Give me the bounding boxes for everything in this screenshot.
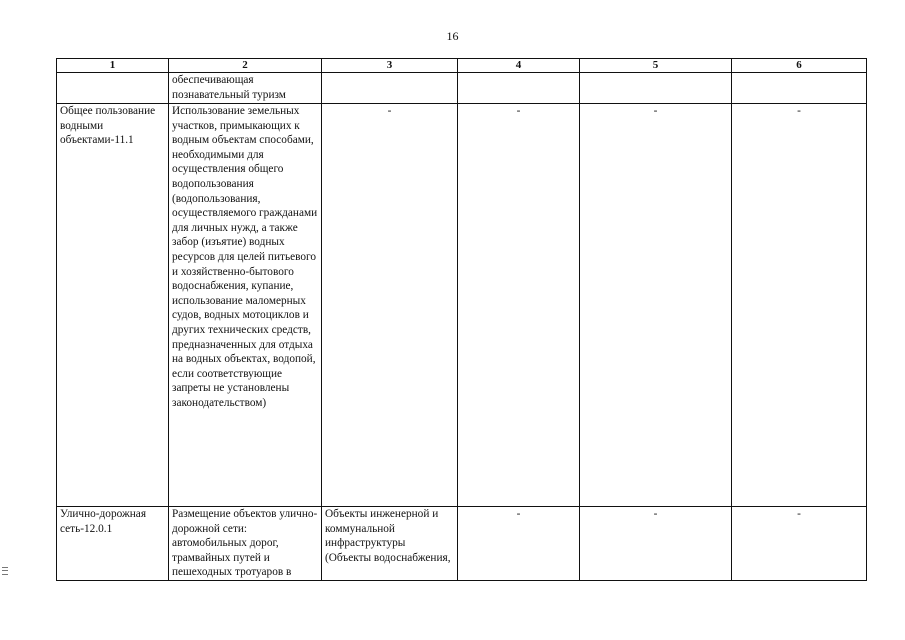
column-header-5: 5: [580, 59, 732, 73]
land-use-table: [56, 58, 867, 581]
table-cell: -: [458, 104, 580, 507]
column-header-2: 2: [169, 59, 322, 73]
table-row: [57, 507, 867, 581]
page-number: 16: [446, 29, 459, 43]
table-cell: -: [322, 104, 458, 507]
table-cell: [732, 73, 867, 104]
table-cell: обеспечивающая познавательный туризм: [169, 73, 322, 104]
table-cell: Размещение объектов улично-дорожной сети: автомобильных дорог, трамвайных путей и пешеходных тротуаров в: [169, 507, 322, 581]
table-cell: [458, 73, 580, 104]
table-cell: [57, 73, 169, 104]
table-cell: -: [458, 507, 580, 581]
table-cell: Объекты инженерной и коммунальной инфраструктуры (Объекты водоснабжения,: [322, 507, 458, 581]
table-cell: -: [732, 104, 867, 507]
table-cell: Улично-дорожная сеть-12.0.1: [57, 507, 169, 581]
table-row: [57, 73, 867, 104]
column-header-3: 3: [322, 59, 458, 73]
column-header-1: 1: [57, 59, 169, 73]
table-cell: [322, 73, 458, 104]
column-header-6: 6: [732, 59, 867, 73]
table-cell: -: [732, 507, 867, 581]
table-cell: Общее пользование водными объектами-11.1: [57, 104, 169, 507]
table-cell: [580, 73, 732, 104]
margin-scan-mark: [2, 567, 8, 575]
table-row: [57, 104, 867, 507]
column-header-4: 4: [458, 59, 580, 73]
table-cell: -: [580, 507, 732, 581]
table-cell: Использование земельных участков, примыкающих к водным объектам способами, необходимыми для осуществления общего водопользования (водопользования, осуществляемого гражданами для личных нужд, а также забор (изъятие) водных ресурсов для целей питьевого и хозяйственно-бытового водоснабжения, купание, использование маломерных судов, водных мотоциклов и других технических средств, предназначенных для отдыха на водных объектах, водопой, если соответствующие запреты не установлены законодательством): [169, 104, 322, 507]
table-cell: -: [580, 104, 732, 507]
table-header-row: [57, 59, 867, 73]
